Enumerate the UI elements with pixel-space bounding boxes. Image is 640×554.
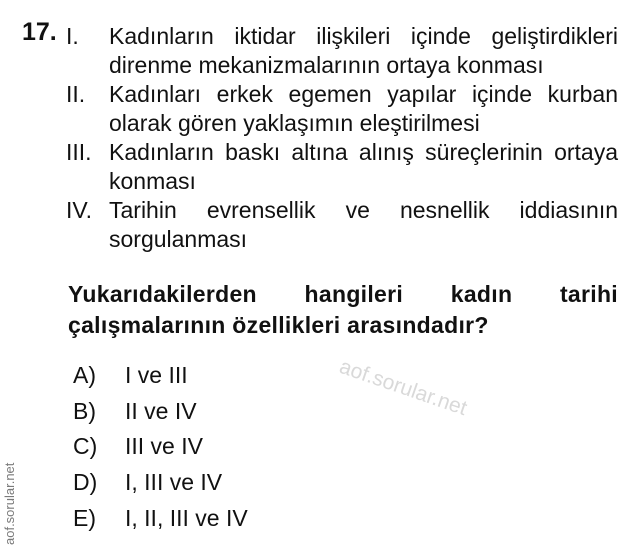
- choice-c-letter: C): [73, 433, 98, 459]
- choice-b[interactable]: [73, 398, 197, 425]
- choice-a-text: I ve III: [125, 362, 188, 388]
- watermark-side: aof.sorular.net: [2, 462, 17, 545]
- choice-d-letter: D): [73, 469, 98, 495]
- statement-4-roman: IV.: [66, 197, 93, 223]
- watermark-center: aof.sorular.net: [336, 355, 470, 421]
- statement-1-roman: I.: [66, 23, 79, 49]
- choice-d[interactable]: [73, 469, 222, 496]
- statement-1: [66, 22, 618, 80]
- question-prompt: Yukarıdakilerden hangileri kadın tarihi çalışmalarının özellikleri arasındadır?: [68, 281, 618, 338]
- choice-a[interactable]: [73, 362, 188, 389]
- choice-b-text: II ve IV: [125, 398, 197, 424]
- statement-2-text: Kadınları erkek egemen yapılar içinde kurban olarak gören yaklaşımın eleştirilmesi: [109, 81, 618, 136]
- choice-e-letter: E): [73, 505, 96, 531]
- statement-2: [66, 80, 618, 138]
- question-number: 17.: [22, 18, 57, 46]
- choice-e-text: I, II, III ve IV: [125, 505, 248, 531]
- statement-2-roman: II.: [66, 81, 86, 107]
- statement-3-roman: III.: [66, 139, 92, 165]
- statement-4-text: Tarihin evrensellik ve nesnellik iddiasının sorgulanması: [109, 197, 618, 252]
- choice-b-letter: B): [73, 398, 96, 424]
- choice-c-text: III ve IV: [125, 433, 203, 459]
- choice-e[interactable]: [73, 505, 248, 532]
- statement-3-text: Kadınların baskı altına alınış süreçlerinin ortaya konması: [109, 139, 618, 194]
- choice-d-text: I, III ve IV: [125, 469, 223, 495]
- statement-1-text: Kadınların iktidar ilişkileri içinde geliştirdikleri direnme mekanizmalarının ortaya konması: [109, 23, 618, 78]
- statement-3: [66, 138, 618, 196]
- choice-a-letter: A): [73, 362, 96, 388]
- choice-c[interactable]: [73, 433, 203, 460]
- statement-4: [66, 196, 618, 254]
